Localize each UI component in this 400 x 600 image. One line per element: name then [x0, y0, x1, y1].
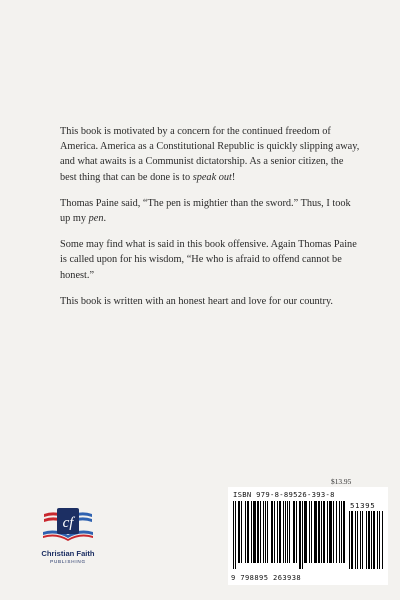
blurb-paragraph-2-text: Thomas Paine said, “The pen is mightier than the sword.” Thus, I took up my	[60, 197, 351, 225]
blurb-paragraph-1-text: This book is motivated by a concern for the continued freedom of America. America as a Constitutional Republic is quickly slipping away, and what awaits is a Communist dictatorship. As a senior citizen, the best thing that can be done is to	[60, 126, 360, 183]
isbn-barcode	[228, 487, 388, 585]
blurb-paragraph-3: Some may find what is said in this book offensive. Again Thomas Paine is called upon for his wisdom, “He who is afraid to offend cannot be honest.”	[60, 239, 357, 281]
open-book-icon	[40, 502, 96, 546]
price-addon-digits: 51395	[350, 501, 376, 510]
blurb-paragraph-2-end: .	[103, 213, 107, 225]
ean-barcode-bars	[233, 501, 345, 571]
price-addon-bars	[349, 511, 383, 571]
ean-digits: 9 798895 263938	[231, 573, 302, 582]
logo-letters: cf	[62, 515, 74, 531]
publisher-logo	[28, 502, 108, 582]
blurb-paragraph-1-emphasis: speak out	[192, 171, 232, 183]
blurb-paragraph-2	[60, 196, 360, 226]
blurb-paragraph-2-emphasis: pen	[88, 213, 104, 225]
price-label: $13.95	[331, 477, 352, 486]
blurb-paragraph-4: This book is written with an honest heart and love for our country.	[60, 295, 333, 307]
blurb-paragraph-1-end: !	[231, 171, 236, 183]
publisher-subtitle: PUBLISHING	[50, 559, 86, 564]
back-cover-blurb	[60, 124, 360, 320]
blurb-paragraph-1	[60, 124, 360, 185]
isbn-number: ISBN 979-8-89526-393-8	[233, 490, 335, 499]
publisher-name: Christian Faith	[41, 549, 95, 558]
